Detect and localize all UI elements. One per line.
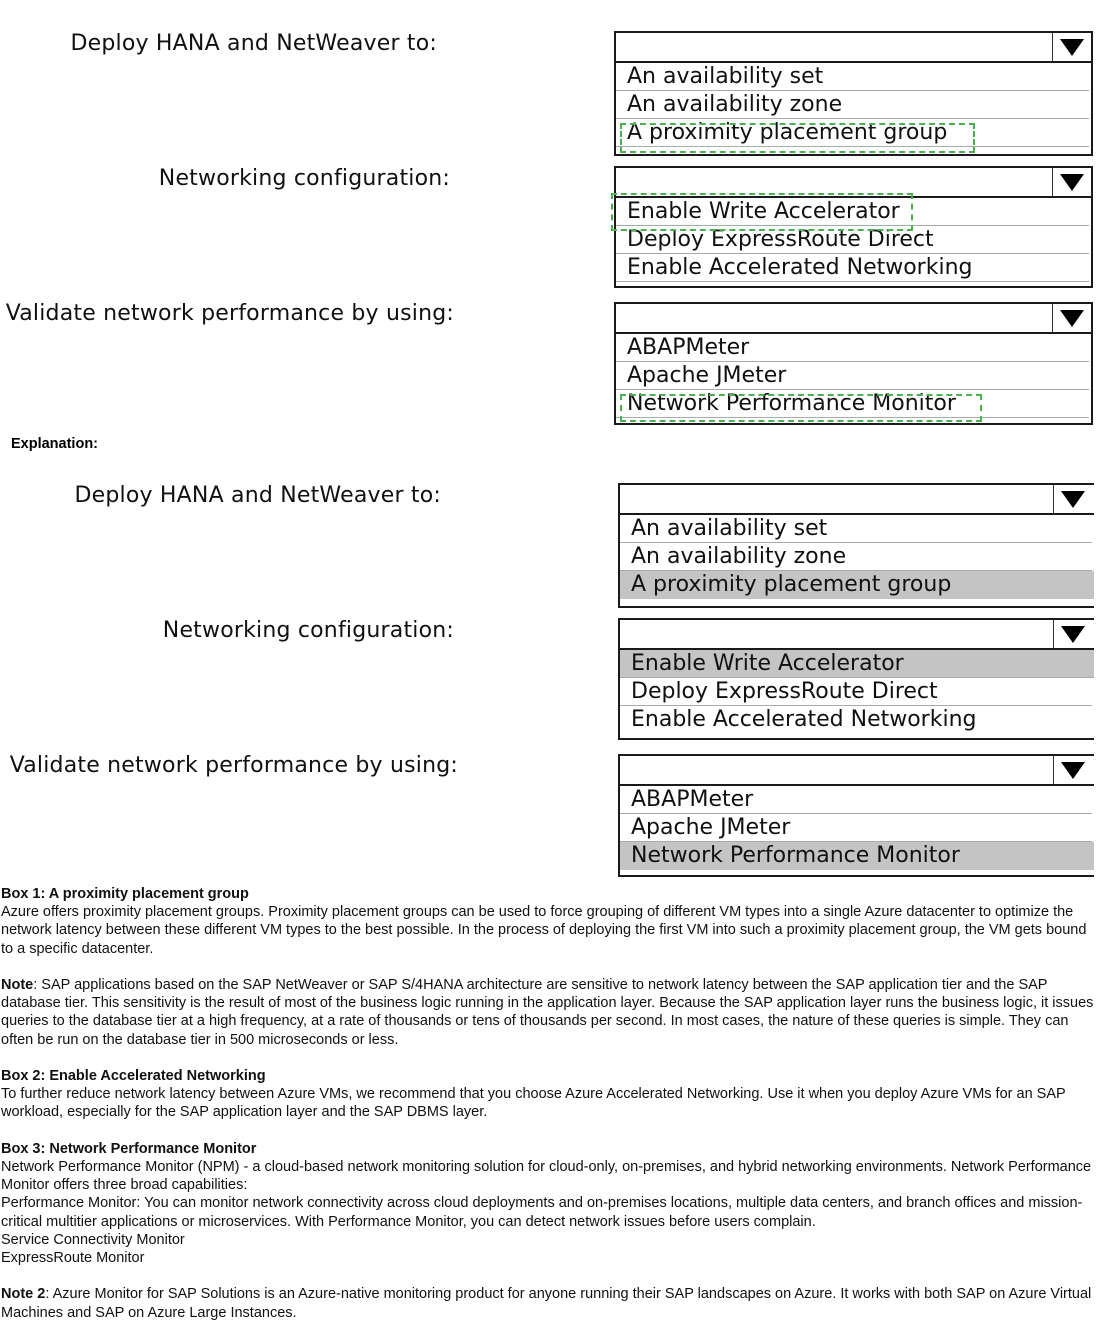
- q-dropdown-networking[interactable]: [614, 166, 1093, 288]
- box1-body: Azure offers proximity placement groups. Proximity placement groups can be used to force grouping of different VM types into a single Azure datacenter to optimize the network latency between these different VM types to the best possible. In the process of deploying the first VM into such a proximity placement group, the VM gets bound to a specific datacenter.: [1, 904, 1087, 957]
- dropdown-option-selected[interactable]: Network Performance Monitor: [620, 842, 1094, 870]
- triangle-down-icon: [1060, 174, 1084, 191]
- box1-title: Box 1: A proximity placement group: [1, 886, 249, 902]
- note-label: Note: [1, 977, 34, 993]
- dropdown-option-marked[interactable]: Enable Write Accelerator: [616, 198, 1089, 226]
- dropdown-header[interactable]: [616, 304, 1091, 334]
- dropdown-header[interactable]: [616, 33, 1091, 63]
- note-body: : SAP applications based on the SAP NetWeaver or SAP S/4HANA architecture are sensitive to network latency between the SAP application tier and the SAP database tier. This sensitivity is the result of most of the business logic running in the application layer. Because the SAP application layer runs the business logic, it issues queries to the database tier at a high frequency, at a rate of thousands or tens of thousands per second. In most cases, the nature of these queries is simple. They can often be run on the database tier in 500 microseconds or less.: [1, 977, 1094, 1048]
- dropdown-option[interactable]: An availability set: [616, 63, 1089, 91]
- dropdown-option[interactable]: An availability zone: [620, 543, 1092, 571]
- dropdown-option[interactable]: ABAPMeter: [616, 334, 1089, 362]
- box3-capability-1: Performance Monitor: You can monitor network connectivity across cloud deployments and on-premises locations, multiple data centers, and branch offices and mission-critical multitier applications or microservices. With Performance Monitor, you can detect network issues before users complain.: [1, 1195, 1083, 1230]
- dropdown-option-selected[interactable]: A proximity placement group: [620, 571, 1094, 599]
- dropdown-toggle[interactable]: [1052, 168, 1091, 196]
- note2-label: Note 2: [1, 1286, 46, 1303]
- a-dropdown-networking[interactable]: [618, 618, 1094, 740]
- a-row3-label: Validate network performance by using:: [9, 753, 458, 778]
- dropdown-toggle[interactable]: [1053, 756, 1092, 784]
- note2-paragraph: [1, 1285, 1102, 1321]
- dropdown-toggle[interactable]: [1052, 304, 1091, 332]
- box3-body: Network Performance Monitor (NPM) - a cloud-based network monitoring solution for cloud-only, on-premises, and hybrid networking environments. Network Performance Monitor offers three broad capabilities:: [1, 1159, 1092, 1194]
- triangle-down-icon: [1060, 39, 1084, 56]
- explanation-body: [1, 885, 1102, 1322]
- dropdown-option[interactable]: Deploy ExpressRoute Direct: [616, 226, 1089, 254]
- a-row2-label: Networking configuration:: [162, 618, 454, 643]
- box3-title: Box 3: Network Performance Monitor: [1, 1140, 257, 1157]
- note-paragraph: [1, 976, 1102, 1049]
- triangle-down-icon: [1061, 626, 1085, 643]
- dropdown-toggle[interactable]: [1052, 33, 1091, 61]
- dropdown-header[interactable]: [620, 620, 1094, 650]
- q-row3-label: Validate network performance by using:: [5, 301, 454, 326]
- a-dropdown-deploy-target[interactable]: [618, 483, 1094, 608]
- dropdown-option[interactable]: Apache JMeter: [616, 362, 1089, 390]
- dropdown-option[interactable]: Enable Accelerated Networking: [631, 707, 977, 732]
- dropdown-option-marked[interactable]: Network Performance Monitor: [616, 390, 1089, 418]
- answer-marker-outline: [611, 193, 913, 231]
- dropdown-option[interactable]: An availability zone: [616, 91, 1089, 119]
- q-dropdown-validate[interactable]: [614, 302, 1093, 425]
- dropdown-header[interactable]: [620, 756, 1094, 786]
- answer-marker-outline: [620, 394, 982, 422]
- explanation-heading: Explanation:: [11, 436, 99, 452]
- dropdown-option[interactable]: An availability set: [620, 515, 1092, 543]
- dropdown-toggle[interactable]: [1053, 485, 1092, 513]
- q-dropdown-deploy-target[interactable]: [614, 31, 1093, 156]
- box3-capability-3: ExpressRoute Monitor: [1, 1250, 145, 1267]
- a-dropdown-validate[interactable]: [618, 754, 1094, 877]
- a-row1-label: Deploy HANA and NetWeaver to:: [74, 483, 441, 508]
- dropdown-option-marked[interactable]: A proximity placement group: [616, 119, 1089, 147]
- q-row2-label: Networking configuration:: [158, 166, 450, 191]
- triangle-down-icon: [1061, 491, 1085, 508]
- dropdown-toggle[interactable]: [1053, 620, 1092, 648]
- note2-body: : Azure Monitor for SAP Solutions is an Azure-native monitoring product for anyone running their SAP landscapes on Azure. It works with both SAP on Azure Virtual Machines and SAP on Azure Large Instances.: [1, 1286, 1092, 1321]
- triangle-down-icon: [1060, 310, 1084, 327]
- box3-capability-2: Service Connectivity Monitor: [1, 1231, 185, 1248]
- box2-body: To further reduce network latency between Azure VMs, we recommend that you choose Azure Accelerated Networking. Use it when you deploy Azure VMs for an SAP workload, especially for the SAP application layer and the SAP DBMS layer.: [1, 1086, 1066, 1121]
- dropdown-option-selected[interactable]: Enable Write Accelerator: [620, 650, 1094, 678]
- dropdown-option[interactable]: Deploy ExpressRoute Direct: [620, 678, 1092, 706]
- box2-title: Box 2: Enable Accelerated Networking: [1, 1068, 266, 1084]
- triangle-down-icon: [1061, 762, 1085, 779]
- q-row1-label: Deploy HANA and NetWeaver to:: [70, 31, 437, 56]
- dropdown-header[interactable]: [620, 485, 1094, 515]
- dropdown-option[interactable]: Apache JMeter: [620, 814, 1092, 842]
- dropdown-option[interactable]: Enable Accelerated Networking: [616, 254, 1089, 282]
- dropdown-option[interactable]: ABAPMeter: [620, 786, 1092, 814]
- answer-marker-outline: [620, 123, 975, 153]
